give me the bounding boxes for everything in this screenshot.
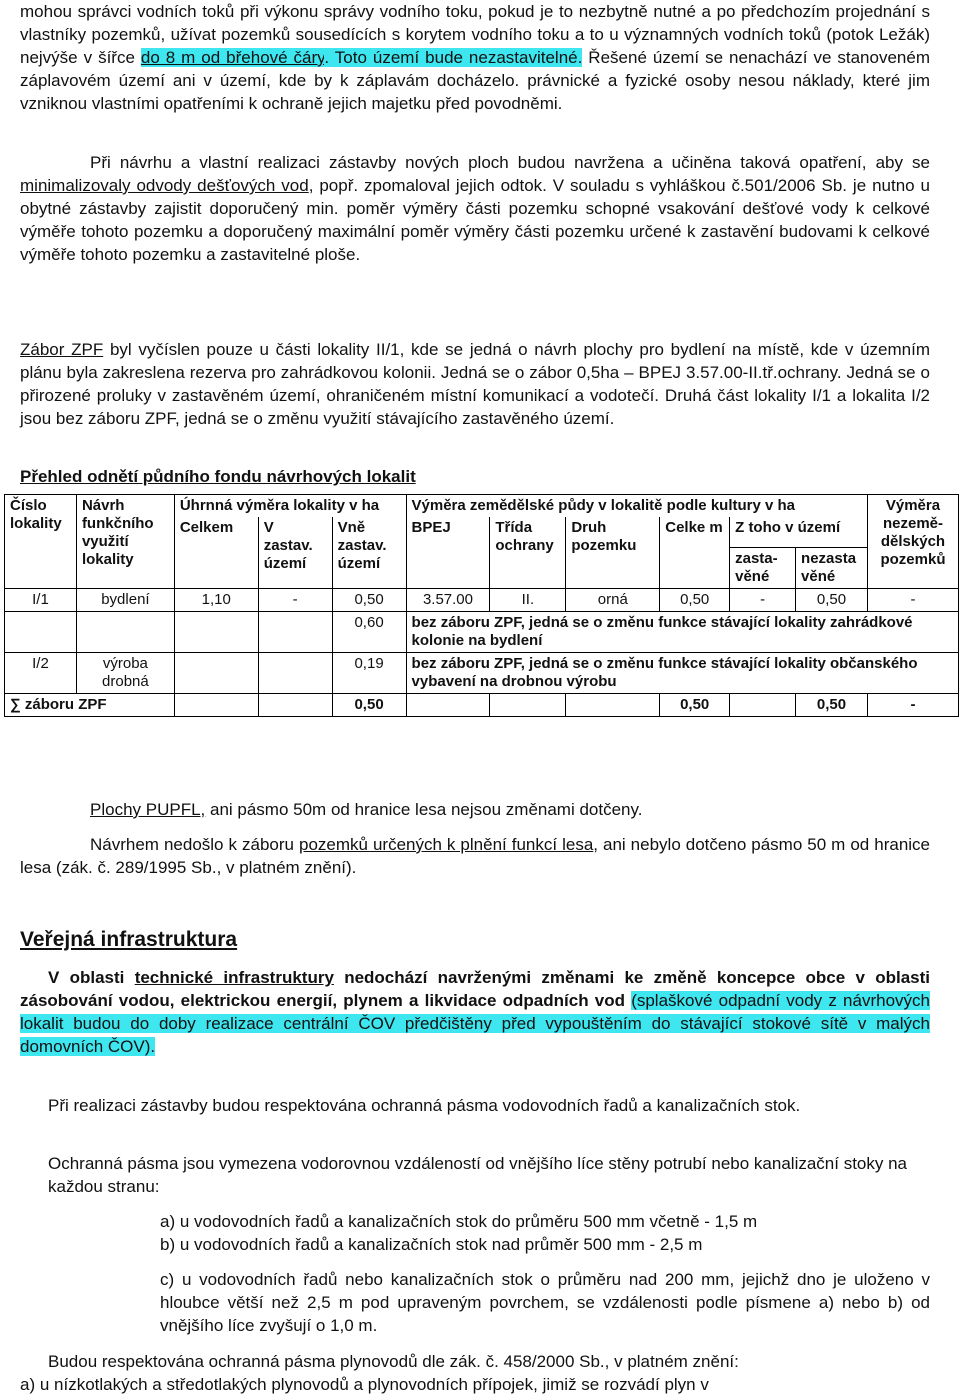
paragraph-nizkotlake: a) u nízkotlakých a středotlakých plynovodů a plynovodních přípojek, jimiž se rozvádí plyn v: [20, 1375, 709, 1394]
header-v-zastav: V zastav. území: [258, 517, 332, 589]
list-item: a) u vodovodních řadů a kanalizačních stok do průměru 500 mm včetně - 1,5 m: [160, 1212, 758, 1231]
header-cislo: Číslo lokality: [5, 495, 77, 589]
zpf-table: [4, 494, 959, 717]
paragraph-vymezena: Ochranná pásma jsou vymezena vodorovnou vzdáleností od vnějšího líce stěny potrubí nebo kanalizační stoky na každou stranu:: [48, 1154, 908, 1196]
table-row: 0,60 bez záboru ZPF, jedná se o změnu funkce stávající lokality zahrádkové kolonie na bydlení: [5, 612, 959, 653]
table-row: I/1 bydlení 1,10 - 0,50 3.57.00 II. orná 0,50 - 0,50 -: [5, 589, 959, 612]
highlight-8m: do 8 m od břehové čáry: [140, 48, 325, 67]
header-ztoho: Z toho v území: [730, 517, 868, 548]
table-row: I/2 výroba drobná 0,19 bez záboru ZPF, jedná se o změnu funkce stávající lokality občanského vybavení na drobnou výrobu: [5, 653, 959, 694]
table-title: Přehled odnětí půdního fondu návrhových lokalit: [20, 467, 416, 486]
header-trida: Třída ochrany: [490, 517, 566, 589]
header-zastavene: zasta-věné: [730, 548, 796, 589]
header-celkem2: Celke m: [660, 517, 730, 589]
header-navrh: Návrh funkčního využití lokality: [76, 495, 174, 589]
paragraph-ochranna-pasma: Při realizaci zástavby budou respektována ochranná pásma vodovodních řadů a kanalizačních stok.: [48, 1096, 801, 1115]
highlight-splaskove: (splaškové odpadní vody z návrhových lokalit budou do doby realizace centrální ČOV předčištěny před vypouštěním do stávající stokové sítě v malých domovních ČOV).: [20, 991, 930, 1056]
header-druh: Druh pozemku: [566, 517, 660, 589]
header-celkem: Celkem: [174, 517, 258, 589]
header-vymera-zem: Výměra zemědělské půdy v lokalitě podle kultury v ha: [406, 495, 867, 518]
header-uhrnna: Úhrnná výměra lokality v ha: [174, 495, 406, 518]
paragraph-watercourse: mohou správci vodních toků při výkonu správy vodního toku, pokud je to nezbytně nutné a po předchozím projednání s vlastníky pozemků, užívat pozemků sousedících s korytem vodního toku a to u významných vodních toků (potok Ležák) nejvýše v šířce do 8 m od břehové čáry. Toto území bude nezastavitelné. Řešené území se nenachází ve stanoveném záplavovém území ani v území, kde by k záplavám docházelo. právnické a fyzické osoby nesou náklady, které jim vzniknou vlastními opatřeními k ochraně jejich majetku před povodněmi.: [20, 2, 930, 113]
section-title: Veřejná infrastruktura: [20, 928, 238, 951]
header-vymera-nezem: Výměra nezemě-dělských pozemků: [867, 495, 958, 589]
paragraph-pupfl: Plochy PUPFL, ani pásmo 50m od hranice lesa nejsou změnami dotčeny.: [90, 800, 643, 819]
paragraph-zabor: Zábor ZPF byl vyčíslen pouze u části lokality II/1, kde se jedná o návrh plochy pro bydlení na místě, kde v územním plánu byla zakreslena rezerva pro zahrádkovou kolonii. Jedná se o zábor 0,5ha – BPEJ 3.57.00-II.tř.ochrany. Jedná se o přirozené proluky v zastavěném území, ohraničeném místní komunikací a vodotečí. Druhá část lokality I/1 a lokalita I/2 jsou bez záboru ZPF, jedná se o změnu využití stávajícího zastavěného území.: [20, 340, 930, 428]
header-bpej: BPEJ: [406, 517, 490, 589]
paragraph-les: Návrhem nedošlo k záboru pozemků určených k plnění funkcí lesa, ani nebylo dotčeno pásmo 50 m od hranice lesa (zák. č. 289/1995 Sb., v platném znění).: [20, 835, 931, 877]
paragraph-rainwater: Při návrhu a vlastní realizaci zástavby nových ploch budou navržena a učiněna taková opatření, aby se minimalizovaly odvody dešťových vod, popř. zpomaloval jejich odtok. V souladu s vyhláškou č.501/2006 Sb. je nutno u obytné zástavby zajistit doporučený min. poměr výměry části pozemku schopné vsakování dešťové vody k celkové výměře tohoto pozemku a doporučený maximální poměr výměry části pozemku určené k zastavění budovami k celkové výměře tohoto pozemku a zastavitelné ploše.: [20, 153, 930, 264]
header-nezastavene: nezasta věné: [796, 548, 868, 589]
header-vne-zastav: Vně zastav. území: [332, 517, 406, 589]
paragraph-plynovody: Budou respektována ochranná pásma plynovodů dle zák. č. 458/2000 Sb., v platném znění:: [48, 1352, 739, 1371]
list-item: c) u vodovodních řadů nebo kanalizačních stok o průměru nad 200 mm, jejichž dno je uloženo v hloubce větší než 2,5 m pod upraveným povrchem, se vzdálenosti podle písmene a) nebo b) od vnějšího líce zvyšují o 1,0 m.: [160, 1270, 930, 1335]
paragraph-infrastruktura: V oblasti technické infrastruktury nedochází navrženými změnami ke změně koncepce obce v oblasti zásobování vodou, elektrickou energií, plynem a likvidace odpadních vod (splaškové odpadní vody z návrhových lokalit budou do doby realizace centrální ČOV předčištěny před vypouštěním do stávající stokové sítě v malých domovních ČOV).: [20, 968, 930, 1056]
list-item: b) u vodovodních řadů a kanalizačních stok nad průměr 500 mm - 2,5 m: [160, 1235, 703, 1254]
table-row-sum: ∑ záboru ZPF 0,50 0,50 0,50 -: [5, 694, 959, 717]
